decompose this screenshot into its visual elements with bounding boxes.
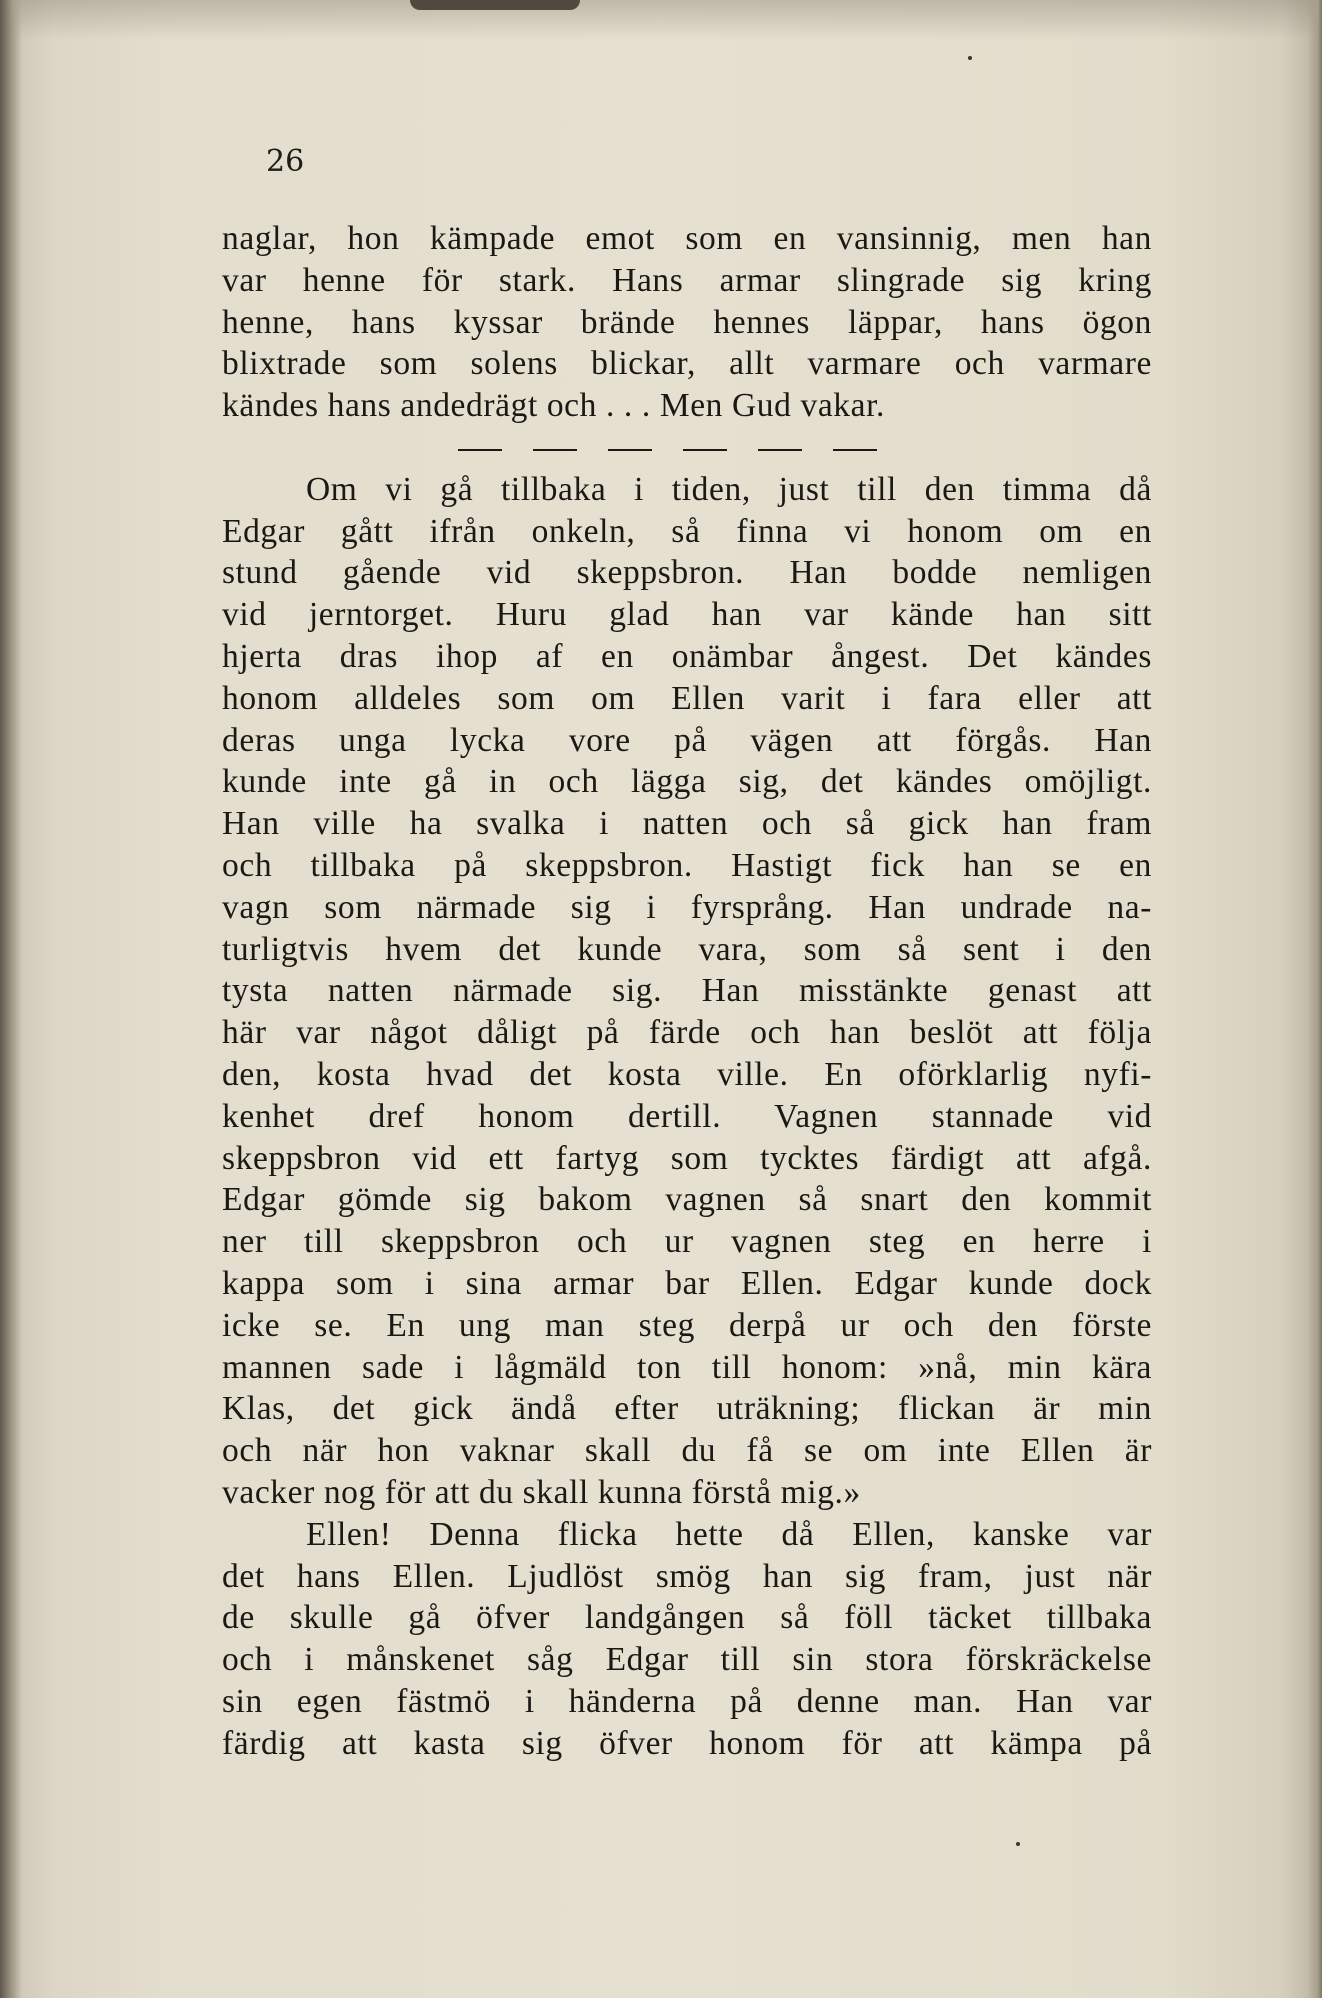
separator-dash: [758, 449, 802, 451]
text-line: honom alldeles som om Ellen varit i fara eller att: [222, 679, 1152, 717]
separator-dash: [683, 449, 727, 451]
text-line: icke se. En ung man steg derpå ur och den förste: [222, 1306, 1152, 1344]
text-line: det hans Ellen. Ljudlöst smög han sig fram, just när: [222, 1557, 1152, 1595]
text-line: Han ville ha svalka i natten och så gick han fram: [222, 805, 1152, 843]
paper-speck: [1016, 1842, 1020, 1846]
separator-dash: [458, 449, 502, 451]
text-line: Ellen! Denna flicka hette då Ellen, kanske var: [306, 1515, 1152, 1553]
text-line: mannen sade i lågmäld ton till honom: »nå, min kära: [222, 1348, 1152, 1386]
text-line: Edgar gått ifrån onkeln, så finna vi honom om en: [222, 512, 1152, 550]
text-line: och i månskenet såg Edgar till sin stora förskräckelse: [222, 1641, 1152, 1679]
text-line: vid jerntorget. Huru glad han var kände han sitt: [222, 596, 1152, 634]
text-line: vacker nog för att du skall kunna förstå mig.»: [222, 1473, 861, 1511]
body-text: [222, 218, 1152, 1764]
text-line: Om vi gå tillbaka i tiden, just till den timma då: [306, 470, 1152, 508]
text-line: och när hon vaknar skall du få se om inte Ellen är: [222, 1432, 1152, 1470]
separator-dash: [608, 449, 652, 451]
text-line: hjerta dras ihop af en onämbar ångest. Det kändes: [222, 637, 1152, 675]
text-line: turligtvis hvem det kunde vara, som så sent i den: [222, 930, 1152, 968]
text-line: var henne för stark. Hans armar slingrade sig kring: [222, 261, 1152, 299]
text-line: och tillbaka på skeppsbron. Hastigt fick han se en: [222, 846, 1152, 884]
text-line: tysta natten närmade sig. Han misstänkte genast att: [222, 972, 1152, 1010]
page-left-edge: [0, 0, 22, 1998]
text-line: vagn som närmade sig i fyrsprång. Han undrade na-: [222, 888, 1152, 926]
text-line: Klas, det gick ändå efter uträkning; flickan är min: [222, 1390, 1152, 1428]
text-line: färdig att kasta sig öfver honom för att kämpa på: [222, 1724, 1152, 1762]
binding-tab: [410, 0, 580, 10]
text-line: här var något dåligt på färde och han beslöt att följa: [222, 1014, 1152, 1052]
text-line: blixtrade som solens blickar, allt varmare och varmare: [222, 345, 1152, 383]
text-line: ner till skeppsbron och ur vagnen steg en herre i: [222, 1223, 1152, 1261]
text-line: kenhet dref honom dertill. Vagnen stannade vid: [222, 1097, 1152, 1135]
text-line: kappa som i sina armar bar Ellen. Edgar kunde dock: [222, 1264, 1152, 1302]
separator-dash: [833, 449, 877, 451]
text-line: kunde inte gå in och lägga sig, det kändes omöjligt.: [222, 763, 1152, 801]
text-line: stund gående vid skeppsbron. Han bodde nemligen: [222, 554, 1152, 592]
text-line: kändes hans andedrägt och . . . Men Gud vakar.: [222, 387, 885, 425]
text-line: sin egen fästmö i händerna på denne man. Han var: [222, 1682, 1152, 1720]
text-line: de skulle gå öfver landgången så föll täcket tillbaka: [222, 1599, 1152, 1637]
text-line: henne, hans kyssar brände hennes läppar, hans ögon: [222, 303, 1152, 341]
text-line: deras unga lycka vore på vägen att förgås. Han: [222, 721, 1152, 759]
text-line: skeppsbron vid ett fartyg som tycktes färdigt att afgå.: [222, 1139, 1152, 1177]
text-line: Edgar gömde sig bakom vagnen så snart den kommit: [222, 1181, 1152, 1219]
text-line: den, kosta hvad det kosta ville. En oförklarlig nyfi-: [222, 1055, 1152, 1093]
page-right-edge: [1308, 0, 1322, 1998]
section-separator: [222, 427, 1152, 469]
separator-dash: [533, 449, 577, 451]
paper-speck: [968, 56, 972, 60]
text-line: naglar, hon kämpade emot som en vansinnig, men han: [222, 220, 1152, 257]
page-number: 26: [266, 144, 305, 179]
